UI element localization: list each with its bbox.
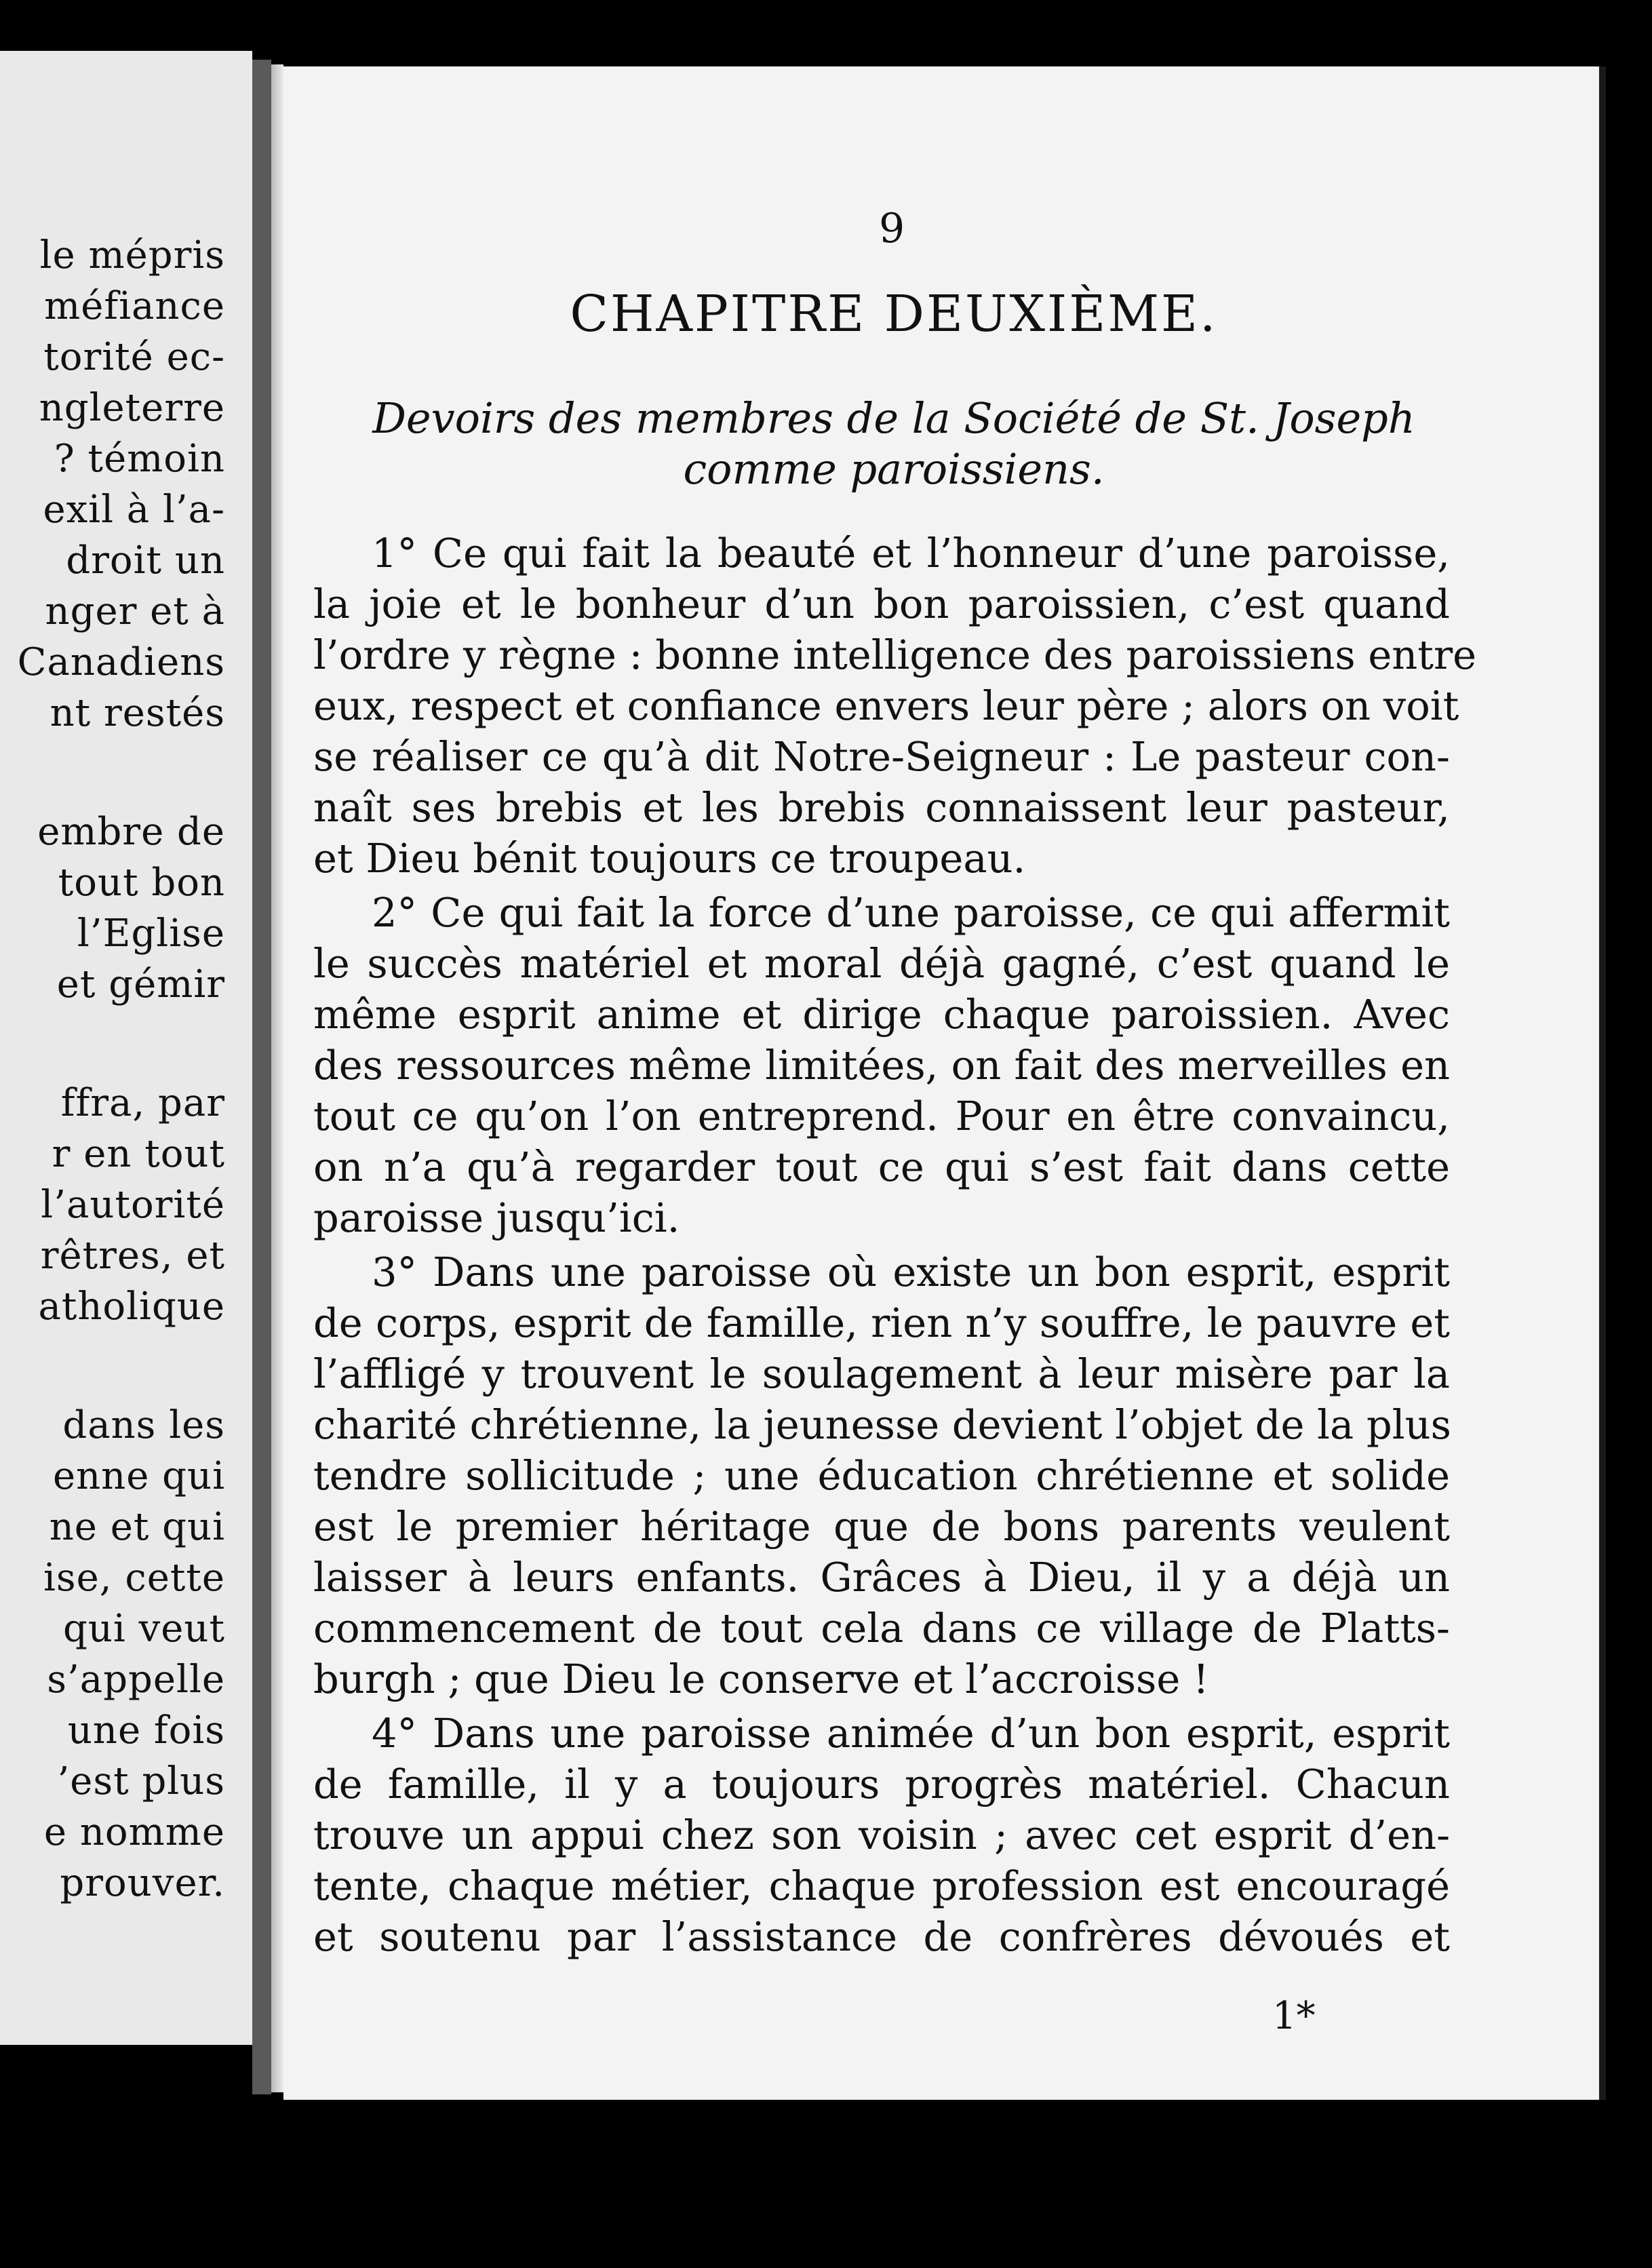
left-page-line: l’Eglise [77,912,225,956]
left-page-line: r en tout [52,1132,225,1176]
paragraph-line: tendre sollicitude ; une éducation chrétienne et solide [313,1452,1450,1499]
left-page-line: ngleterre [39,386,225,430]
paragraph-line: même esprit anime et dirige chaque paroissien. Avec [313,991,1450,1038]
paragraph-line: naît ses brebis et les brebis connaissent leur pasteur, [313,784,1450,831]
paragraph-line: et soutenu par l’assistance de confrères dévoués et [313,1913,1450,1960]
chapter-subtitle-line-2: comme paroissiens. [683,444,1105,494]
paragraph-line: eux, respect et confiance envers leur père ; alors on voit [313,682,1459,729]
chapter-title: CHAPITRE DEUXIÈME. [570,285,1218,343]
left-page-line: l’autorité [41,1183,225,1227]
paragraph-line: l’ordre y règne : bonne intelligence des paroissiens entre [313,631,1477,678]
paragraph-line: 1° Ce qui fait la beauté et l’honneur d’une paroisse, [372,530,1450,576]
left-page-line: une fois [67,1708,225,1753]
left-page-line: nger et à [45,589,225,633]
paragraph-line: le succès matériel et moral déjà gagné, c’est quand le [313,940,1450,987]
left-page-line: s’appelle [47,1658,225,1702]
left-page-line: exil à l’a- [43,488,225,532]
paragraph-line: 4° Dans une paroisse animée d’un bon esprit, esprit [372,1710,1450,1757]
paragraph-line: paroisse jusqu’ici. [313,1194,680,1241]
left-page-line: embre de [37,810,225,854]
left-page-line: ? témoin [54,437,225,481]
book-gutter [252,60,271,2094]
paragraph-line: on n’a qu’à regarder tout ce qui s’est fait dans cette [313,1143,1450,1190]
left-page-line: torité ec- [43,335,225,379]
left-page-line: prouver. [60,1861,225,1905]
left-page-line: ffra, par [60,1081,225,1125]
left-page-line: Canadiens [17,640,225,684]
left-page-line: dans les [62,1403,225,1447]
left-page-line: méfiance [44,284,225,328]
page-number: 9 [879,205,905,252]
paragraph-line: des ressources même limitées, on fait des merveilles en [313,1042,1450,1089]
paragraph-line: et Dieu bénit toujours ce troupeau. [313,835,1026,882]
paragraph-line: tout ce qu’on l’on entreprend. Pour en être convaincu, [313,1093,1450,1139]
left-page-line: tout bon [58,861,225,905]
left-page-line: qui veut [63,1607,225,1651]
paragraph-line: tente, chaque métier, chaque profession est encouragé [313,1862,1450,1909]
left-page-line: rêtres, et [40,1234,225,1278]
paragraph-line: trouve un appui chez son voisin ; avec cet esprit d’en- [313,1812,1450,1858]
paragraph-line: l’affligé y trouvent le soulagement à leur misère par la [313,1350,1450,1397]
paragraph-line: charité chrétienne, la jeunesse devient l’objet de la plus [313,1401,1451,1448]
paragraph-line: 2° Ce qui fait la force d’une paroisse, ce qui affermit [372,889,1450,936]
chapter-subtitle-line-1: Devoirs des membres de la Société de St. Joseph [372,393,1415,443]
left-page-line: droit un [66,539,225,583]
paragraph-line: laisser à leurs enfants. Grâces à Dieu, il y a déjà un [313,1554,1450,1601]
paragraph-line: burgh ; que Dieu le conserve et l’accroisse ! [313,1656,1209,1702]
gutter-shadow [271,64,283,2092]
paragraph-line: commencement de tout cela dans ce village de Platts- [313,1605,1450,1651]
paragraph-line: est le premier héritage que de bons parents veulent [313,1503,1450,1550]
left-page-line: ise, cette [43,1556,225,1600]
left-page-line: ’est plus [57,1759,225,1803]
left-page-line: nt restés [50,691,225,735]
left-page-line: ne et qui [49,1505,225,1549]
left-page-line: et gémir [56,962,225,1006]
left-page [0,51,252,2045]
paragraph-line: se réaliser ce qu’à dit Notre-Seigneur : Le pasteur con- [313,733,1450,780]
left-page-line: e nomme [43,1810,225,1854]
paragraph-line: de famille, il y a toujours progrès matériel. Chacun [313,1761,1450,1807]
paragraph-line: de corps, esprit de famille, rien n’y souffre, le pauvre et [313,1299,1450,1346]
signature-mark: 1* [1272,1994,1316,2038]
left-page-line: enne qui [52,1454,225,1498]
paragraph-line: 3° Dans une paroisse où existe un bon esprit, esprit [372,1249,1450,1295]
paragraph-line: la joie et le bonheur d’un bon paroissien, c’est quand [313,581,1450,627]
left-page-line: le mépris [39,233,225,277]
left-page-line: atholique [38,1285,225,1329]
